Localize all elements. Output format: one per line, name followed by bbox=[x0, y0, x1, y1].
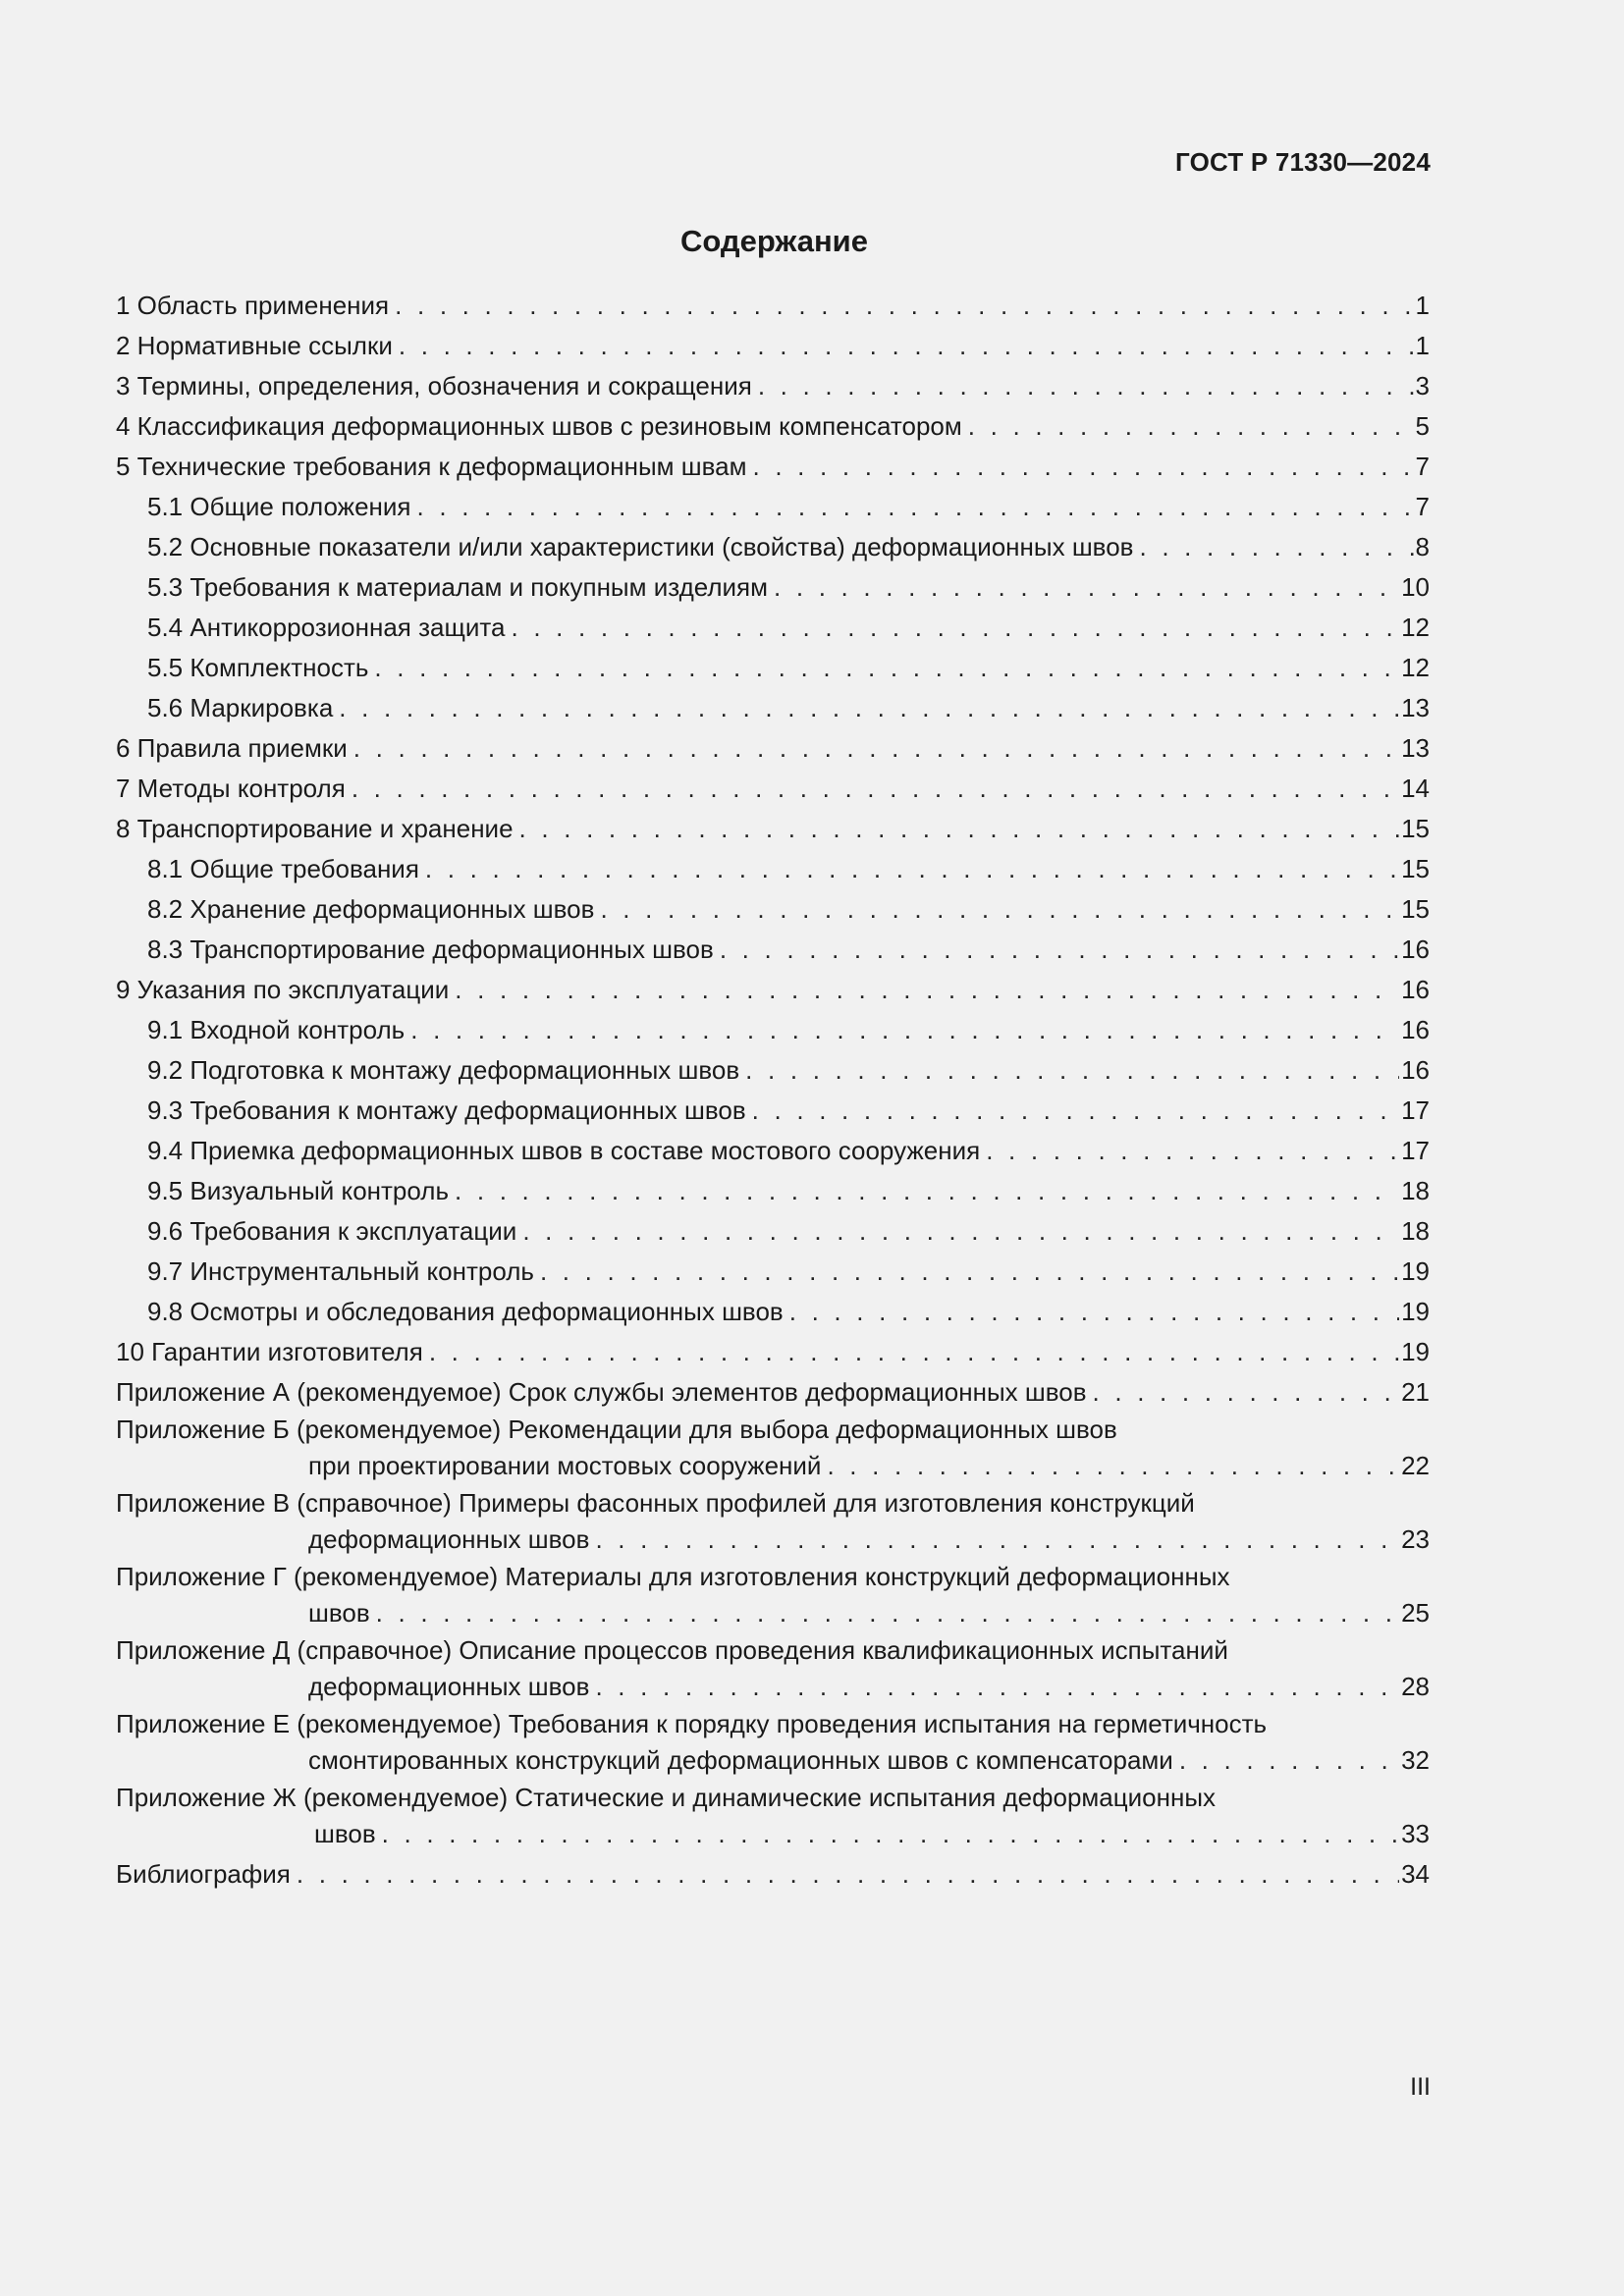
toc-leader-dots bbox=[758, 366, 1414, 406]
toc-leader-dots bbox=[339, 688, 1399, 728]
toc-entry-label: 3 Термины, определения, обозначения и сокращения bbox=[116, 371, 752, 400]
toc-entry-label: 2 Нормативные ссылки bbox=[116, 331, 393, 360]
toc-title: Содержание bbox=[680, 224, 868, 258]
toc-entry-5[interactable] bbox=[116, 447, 1430, 487]
toc-entry-2[interactable] bbox=[116, 326, 1430, 366]
toc-entry-label: 9.1 Входной контроль bbox=[147, 1015, 406, 1044]
toc-entry-page: 7 bbox=[1415, 452, 1430, 481]
toc-entry-9-1[interactable] bbox=[116, 1010, 1430, 1050]
toc-entry-page: 17 bbox=[1401, 1095, 1430, 1125]
toc-leader-dots bbox=[395, 286, 1413, 326]
toc-entry-8-2[interactable] bbox=[116, 889, 1430, 930]
toc-entry-label: 9.2 Подготовка к монтажу деформационных швов bbox=[147, 1055, 740, 1085]
toc-entry-page: 3 bbox=[1415, 371, 1430, 400]
toc-entry-page: 23 bbox=[1401, 1524, 1430, 1554]
toc-entry-label: 9 Указания по эксплуатации bbox=[116, 975, 450, 1004]
toc-entry-1[interactable] bbox=[116, 286, 1430, 326]
toc-leader-dots bbox=[1093, 1372, 1400, 1413]
toc-entry-page: 14 bbox=[1401, 774, 1430, 803]
toc-leader-dots bbox=[374, 648, 1399, 688]
toc-leader-dots bbox=[986, 1131, 1399, 1171]
toc-entry-label-continued: смонтированных конструкций деформационных швов с компенсаторами bbox=[308, 1745, 1173, 1775]
toc-entry-label: 9.8 Осмотры и обследования деформационных швов bbox=[147, 1297, 784, 1326]
toc-entry-page: 28 bbox=[1401, 1672, 1430, 1701]
toc-entry-label: Библиография bbox=[116, 1859, 291, 1889]
toc-entry-page: 22 bbox=[1401, 1451, 1430, 1480]
toc-entry-label: Приложение Е (рекомендуемое) Требования к порядку проведения испытания на герметичность bbox=[116, 1709, 1268, 1738]
toc-entry-label: 5.1 Общие положения bbox=[147, 492, 411, 521]
toc-entry-label: Приложение А (рекомендуемое) Срок службы элементов деформационных швов bbox=[116, 1377, 1087, 1407]
toc-entry-label: 8 Транспортирование и хранение bbox=[116, 814, 514, 843]
toc-entry-page: 19 bbox=[1401, 1297, 1430, 1326]
toc-entry-page: 16 bbox=[1401, 934, 1430, 964]
toc-entry-page: 16 bbox=[1401, 1055, 1430, 1085]
toc-leader-dots bbox=[522, 1211, 1399, 1252]
toc-entry-page: 1 bbox=[1415, 331, 1430, 360]
toc-entry-label-continued: швов bbox=[314, 1819, 376, 1848]
toc-leader-dots bbox=[417, 487, 1414, 527]
toc-entry-label-continued: при проектировании мостовых сооружений bbox=[308, 1451, 822, 1480]
toc-entry-page: 8 bbox=[1415, 532, 1430, 561]
toc-entry-page: 10 bbox=[1401, 572, 1430, 602]
toc-entry-label: 1 Область применения bbox=[116, 291, 390, 320]
toc-leader-dots bbox=[540, 1252, 1399, 1292]
toc-entry-9-2[interactable] bbox=[116, 1050, 1430, 1091]
toc-leader-dots bbox=[752, 447, 1413, 487]
toc-entry-5-3[interactable] bbox=[116, 567, 1430, 608]
toc-leader-dots bbox=[745, 1050, 1399, 1091]
toc-entry-page: 19 bbox=[1401, 1256, 1430, 1286]
toc-leader-dots bbox=[1139, 527, 1413, 567]
toc-appendix-v[interactable] bbox=[116, 1486, 1430, 1560]
toc-entry-9[interactable] bbox=[116, 970, 1430, 1010]
toc-entry-page: 18 bbox=[1401, 1216, 1430, 1246]
toc-appendix-zh[interactable] bbox=[116, 1781, 1430, 1854]
toc-entry-label: Приложение В (справочное) Примеры фасонных профилей для изготовления конструкций bbox=[116, 1488, 1195, 1518]
table-of-contents bbox=[116, 286, 1430, 1895]
toc-entry-page: 33 bbox=[1401, 1819, 1430, 1848]
toc-entry-9-3[interactable] bbox=[116, 1091, 1430, 1131]
toc-entry-label: 5 Технические требования к деформационным швам bbox=[116, 452, 747, 481]
toc-leader-dots bbox=[455, 1171, 1399, 1211]
toc-entry-8-3[interactable] bbox=[116, 930, 1430, 970]
toc-entry-page: 13 bbox=[1401, 693, 1430, 722]
toc-entry-page: 7 bbox=[1415, 492, 1430, 521]
toc-entry-page: 16 bbox=[1401, 975, 1430, 1004]
toc-leader-dots bbox=[827, 1446, 1399, 1486]
toc-entry-page: 25 bbox=[1401, 1598, 1430, 1628]
toc-appendix-e[interactable] bbox=[116, 1707, 1430, 1781]
toc-entry-label: Приложение Б (рекомендуемое) Рекомендации для выбора деформационных швов bbox=[116, 1415, 1117, 1444]
toc-entry-label: 5.2 Основные показатели и/или характеристики (свойства) деформационных швов bbox=[147, 532, 1134, 561]
toc-leader-dots bbox=[425, 849, 1399, 889]
toc-entry-label: 9.4 Приемка деформационных швов в составе мостового сооружения bbox=[147, 1136, 981, 1165]
toc-entry-10[interactable] bbox=[116, 1332, 1430, 1372]
toc-entry-5-4[interactable] bbox=[116, 608, 1430, 648]
page-number: III bbox=[1410, 2073, 1431, 2101]
toc-entry-page: 15 bbox=[1401, 894, 1430, 924]
toc-leader-dots bbox=[519, 809, 1400, 849]
toc-leader-dots bbox=[399, 326, 1414, 366]
toc-entry-label: 5.3 Требования к материалам и покупным изделиям bbox=[147, 572, 769, 602]
toc-leader-dots bbox=[353, 728, 1399, 769]
toc-entry-page: 12 bbox=[1401, 613, 1430, 642]
toc-entry-9-7[interactable] bbox=[116, 1252, 1430, 1292]
toc-leader-dots bbox=[382, 1814, 1399, 1854]
toc-appendix-a[interactable] bbox=[116, 1372, 1430, 1413]
toc-entry-page: 15 bbox=[1401, 814, 1430, 843]
toc-entry-5-5[interactable] bbox=[116, 648, 1430, 688]
toc-leader-dots bbox=[352, 769, 1399, 809]
toc-entry-9-4[interactable] bbox=[116, 1131, 1430, 1171]
toc-leader-dots bbox=[752, 1091, 1399, 1131]
toc-entry-label: 9.3 Требования к монтажу деформационных швов bbox=[147, 1095, 746, 1125]
toc-entry-7[interactable] bbox=[116, 769, 1430, 809]
toc-entry-label: Приложение Д (справочное) Описание процессов проведения квалификационных испытаний bbox=[116, 1635, 1228, 1665]
toc-entry-6[interactable] bbox=[116, 728, 1430, 769]
toc-leader-dots bbox=[774, 567, 1399, 608]
toc-entry-page: 5 bbox=[1415, 411, 1430, 441]
toc-appendix-b[interactable] bbox=[116, 1413, 1430, 1486]
toc-entry-label: 9.6 Требования к эксплуатации bbox=[147, 1216, 517, 1246]
toc-entry-page: 15 bbox=[1401, 854, 1430, 883]
toc-entry-page: 32 bbox=[1401, 1745, 1430, 1775]
toc-entry-page: 17 bbox=[1401, 1136, 1430, 1165]
toc-entry-label-continued: деформационных швов bbox=[308, 1672, 590, 1701]
toc-leader-dots bbox=[600, 889, 1399, 930]
toc-entry-label: 9.7 Инструментальный контроль bbox=[147, 1256, 534, 1286]
toc-leader-dots bbox=[455, 970, 1399, 1010]
toc-entry-9-5[interactable] bbox=[116, 1171, 1430, 1211]
toc-leader-dots bbox=[376, 1593, 1399, 1633]
toc-leader-dots bbox=[297, 1854, 1399, 1895]
toc-leader-dots bbox=[720, 930, 1399, 970]
toc-entry-9-8[interactable] bbox=[116, 1292, 1430, 1332]
toc-entry-page: 16 bbox=[1401, 1015, 1430, 1044]
toc-entry-page: 19 bbox=[1401, 1337, 1430, 1366]
toc-entry-4[interactable] bbox=[116, 406, 1430, 447]
toc-entry-page: 34 bbox=[1401, 1859, 1430, 1889]
toc-entry-page: 21 bbox=[1401, 1377, 1430, 1407]
toc-entry-3[interactable] bbox=[116, 366, 1430, 406]
toc-entry-label: 5.5 Комплектность bbox=[147, 653, 369, 682]
toc-leader-dots bbox=[789, 1292, 1399, 1332]
toc-entry-page: 12 bbox=[1401, 653, 1430, 682]
toc-entry-page: 13 bbox=[1401, 733, 1430, 763]
toc-entry-5-1[interactable] bbox=[116, 487, 1430, 527]
toc-leader-dots bbox=[410, 1010, 1399, 1050]
toc-bibliography[interactable] bbox=[116, 1854, 1430, 1895]
toc-leader-dots bbox=[595, 1667, 1399, 1707]
toc-entry-label: 6 Правила приемки bbox=[116, 733, 348, 763]
toc-leader-dots bbox=[1179, 1740, 1399, 1781]
toc-entry-label-continued: швов bbox=[308, 1598, 370, 1628]
toc-entry-label-continued: деформационных швов bbox=[308, 1524, 590, 1554]
toc-entry-5-2[interactable] bbox=[116, 527, 1430, 567]
toc-entry-label: 8.1 Общие требования bbox=[147, 854, 419, 883]
toc-entry-label: 10 Гарантии изготовителя bbox=[116, 1337, 423, 1366]
toc-leader-dots bbox=[511, 608, 1399, 648]
toc-entry-8-1[interactable] bbox=[116, 849, 1430, 889]
toc-entry-8[interactable] bbox=[116, 809, 1430, 849]
toc-entry-label: 8.2 Хранение деформационных швов bbox=[147, 894, 595, 924]
toc-leader-dots bbox=[429, 1332, 1399, 1372]
toc-entry-5-6[interactable] bbox=[116, 688, 1430, 728]
toc-entry-page: 18 bbox=[1401, 1176, 1430, 1205]
toc-entry-label: 5.6 Маркировка bbox=[147, 693, 334, 722]
toc-entry-label: 8.3 Транспортирование деформационных швов bbox=[147, 934, 714, 964]
document-code: ГОСТ Р 71330—2024 bbox=[1175, 147, 1431, 177]
toc-leader-dots bbox=[595, 1520, 1399, 1560]
toc-entry-label: 4 Классификация деформационных швов с резиновым компенсатором bbox=[116, 411, 962, 441]
toc-leader-dots bbox=[968, 406, 1414, 447]
toc-entry-page: 1 bbox=[1415, 291, 1430, 320]
toc-entry-label: Приложение Г (рекомендуемое) Материалы для изготовления конструкций деформационных bbox=[116, 1562, 1230, 1591]
toc-entry-label: 7 Методы контроля bbox=[116, 774, 346, 803]
toc-appendix-d[interactable] bbox=[116, 1633, 1430, 1707]
toc-entry-label: Приложение Ж (рекомендуемое) Статические и динамические испытания деформационных bbox=[116, 1783, 1217, 1812]
toc-entry-label: 9.5 Визуальный контроль bbox=[147, 1176, 449, 1205]
toc-entry-9-6[interactable] bbox=[116, 1211, 1430, 1252]
toc-entry-label: 5.4 Антикоррозионная защита bbox=[147, 613, 506, 642]
toc-appendix-g[interactable] bbox=[116, 1560, 1430, 1633]
